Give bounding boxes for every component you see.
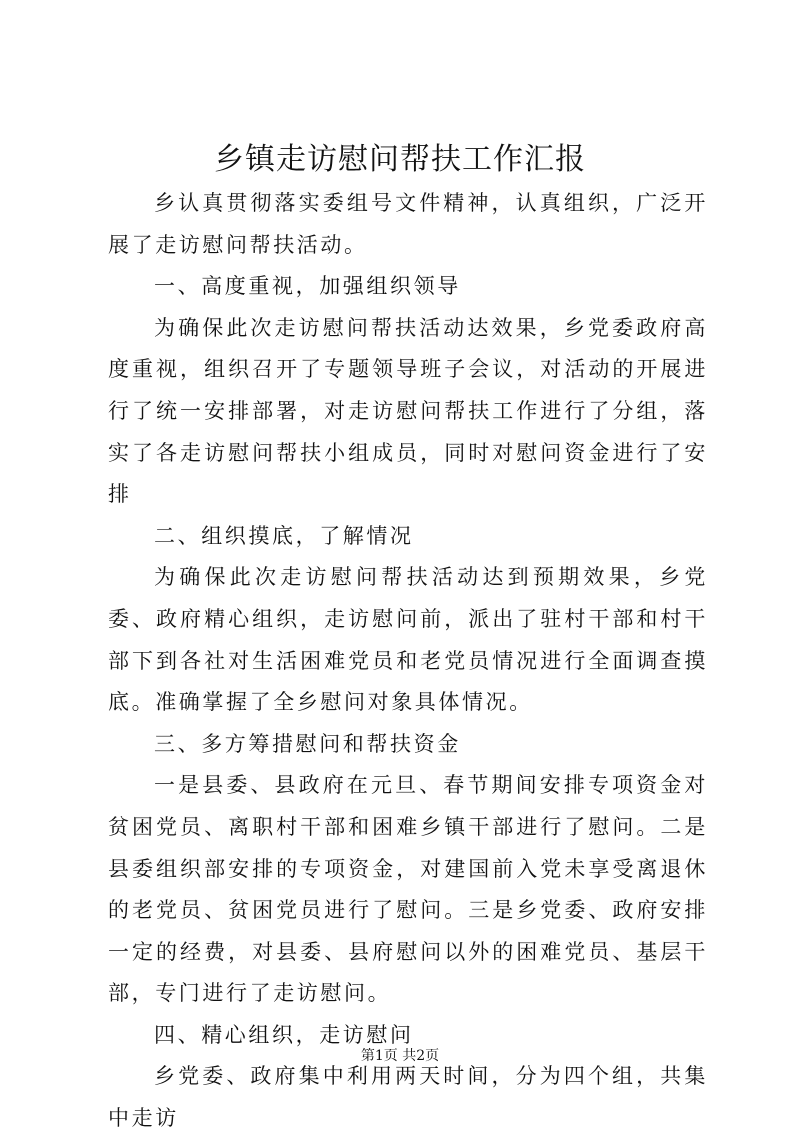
intro-paragraph: 乡认真贯彻落实委组号文件精神，认真组织，广泛开展了走访慰问帮扶活动。	[108, 191, 708, 257]
section-paragraph-2: 为确保此次走访慰问帮扶活动达到预期效果，乡党委、政府精心组织，走访慰问前，派出了驻村干部和村干部下到各社对生活困难党员和老党员情况进行全面调查摸底。准确掌握了全乡慰问对象具体情况。	[108, 565, 708, 715]
document-body	[108, 183, 708, 1140]
page-footer: 第1页 共2页	[360, 1048, 440, 1064]
section-heading-2: 二、组织摸底，了解情况	[154, 523, 414, 548]
section-paragraph-3: 一是县委、县政府在元旦、春节期间安排专项资金对贫困党员、离职村干部和困难乡镇干部进行了慰问。二是县委组织部安排的专项资金，对建国前入党未享受离退休的老党员、贫困党员进行了慰问。三是乡党委、政府安排一定的经费，对县委、县府慰问以外的困难党员、基层干部，专门进行了走访慰问。	[108, 773, 708, 1006]
section-paragraph-4: 乡党委、政府集中利用两天时间，分为四个组，共集中走访	[108, 1064, 708, 1131]
section-heading-1: 一、高度重视，加强组织领导	[154, 274, 461, 299]
section-heading-3: 三、多方筹措慰问和帮扶资金	[154, 731, 461, 756]
document-title: 乡镇走访慰问帮扶工作汇报	[214, 142, 586, 177]
section-paragraph-1: 为确保此次走访慰问帮扶活动达效果，乡党委政府高度重视，组织召开了专题领导班子会议，对活动的开展进行了统一安排部署，对走访慰问帮扶工作进行了分组，落实了各走访慰问帮扶小组成员，同时对慰问资金进行了安排	[108, 315, 708, 507]
section-heading-4: 四、精心组织，走访慰问	[154, 1022, 414, 1047]
